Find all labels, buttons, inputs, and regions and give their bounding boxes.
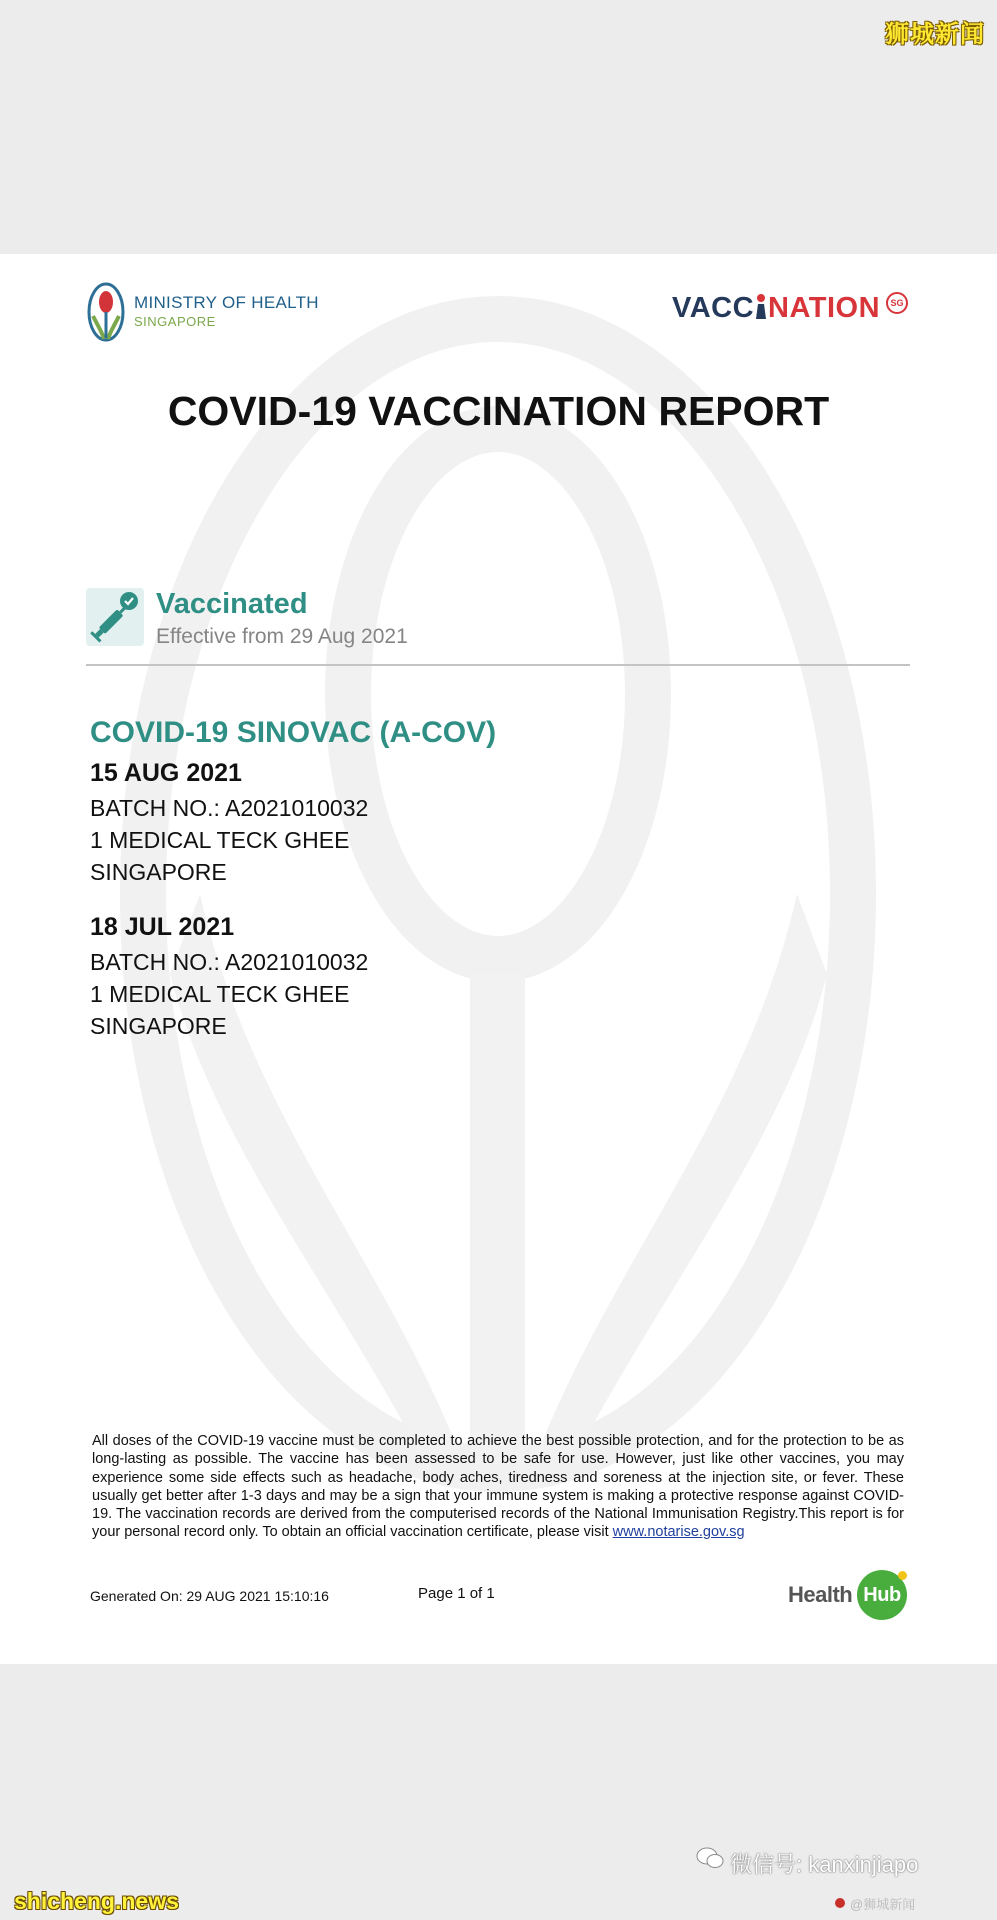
moh-title: MINISTRY OF HEALTH (134, 293, 319, 312)
effective-date: Effective from 29 Aug 2021 (156, 625, 408, 648)
disclaimer-body: All doses of the COVID-19 vaccine must be completed to achieve the best possible protection, and for the protection to be as long-lasting as possible. The vaccine has been assessed to be safe for use. However, just like other vaccines, you may experience some side effects such as headache, body aches, tiredness and soreness at the injection site, or fever. These usually get better after 1-3 days and may be a sign that your immune system is making a protective response against COVID-19. The vaccination records are derived from the computerised records of the National Immunisation Registry.This report is for your personal record only. To obtain an official vaccination certificate, please visit (92, 1433, 904, 1541)
dose-date: 15 AUG 2021 (90, 759, 242, 787)
divider (86, 664, 910, 666)
dose-location: 1 MEDICAL TECK GHEE (90, 827, 350, 853)
dose-country: SINGAPORE (90, 1013, 227, 1039)
dose-batch: BATCH NO.: A2021010032 (90, 795, 369, 821)
vaccination-sg-logo (672, 292, 904, 332)
dose-date: 18 JUL 2021 (90, 913, 235, 941)
vaccination-logo-text: VACC NATION (672, 292, 881, 324)
notarise-link[interactable]: www.notarise.gov.sg (612, 1524, 745, 1541)
weibo-tag: @狮城新闻 (850, 1897, 916, 1912)
dose-country: SINGAPORE (90, 859, 227, 885)
healthhub-health-text: Health (788, 1582, 853, 1607)
vaccinated-person-icon (754, 293, 768, 319)
vaccine-name: COVID-19 SINOVAC (A-COV) (90, 716, 497, 749)
site-brand-watermark: shicheng.news (14, 1888, 179, 1914)
dose-location: 1 MEDICAL TECK GHEE (90, 981, 350, 1007)
weibo-icon (835, 1898, 845, 1908)
healthhub-logo (788, 1569, 901, 1621)
wechat-icon (696, 1846, 724, 1870)
moh-crest-icon (86, 282, 126, 342)
generated-timestamp: Generated On: 29 AUG 2021 15:10:16 (90, 1588, 329, 1604)
sg-badge: SG (886, 292, 908, 314)
dose-batch: BATCH NO.: A2021010032 (90, 949, 369, 975)
vaccination-status: Vaccinated (156, 588, 308, 620)
disclaimer-text (92, 1432, 904, 1542)
moh-wordmark (134, 293, 319, 329)
dose-record (90, 758, 368, 888)
healthhub-dot-icon (898, 1571, 907, 1580)
moh-subtitle: SINGAPORE (134, 314, 216, 329)
corner-brand-watermark: 狮城新闻 (885, 21, 985, 48)
page-number: Page 1 of 1 (418, 1585, 495, 1602)
top-background (0, 0, 997, 254)
healthhub-hub-circle: Hub (857, 1570, 907, 1620)
report-page (0, 254, 997, 1664)
dose-record (90, 912, 368, 1042)
wechat-id: 微信号: kanxinjiapo (730, 1852, 919, 1877)
report-title: COVID-19 VACCINATION REPORT (167, 388, 830, 434)
bottom-background (0, 1664, 997, 1920)
syringe-check-icon (86, 588, 144, 646)
